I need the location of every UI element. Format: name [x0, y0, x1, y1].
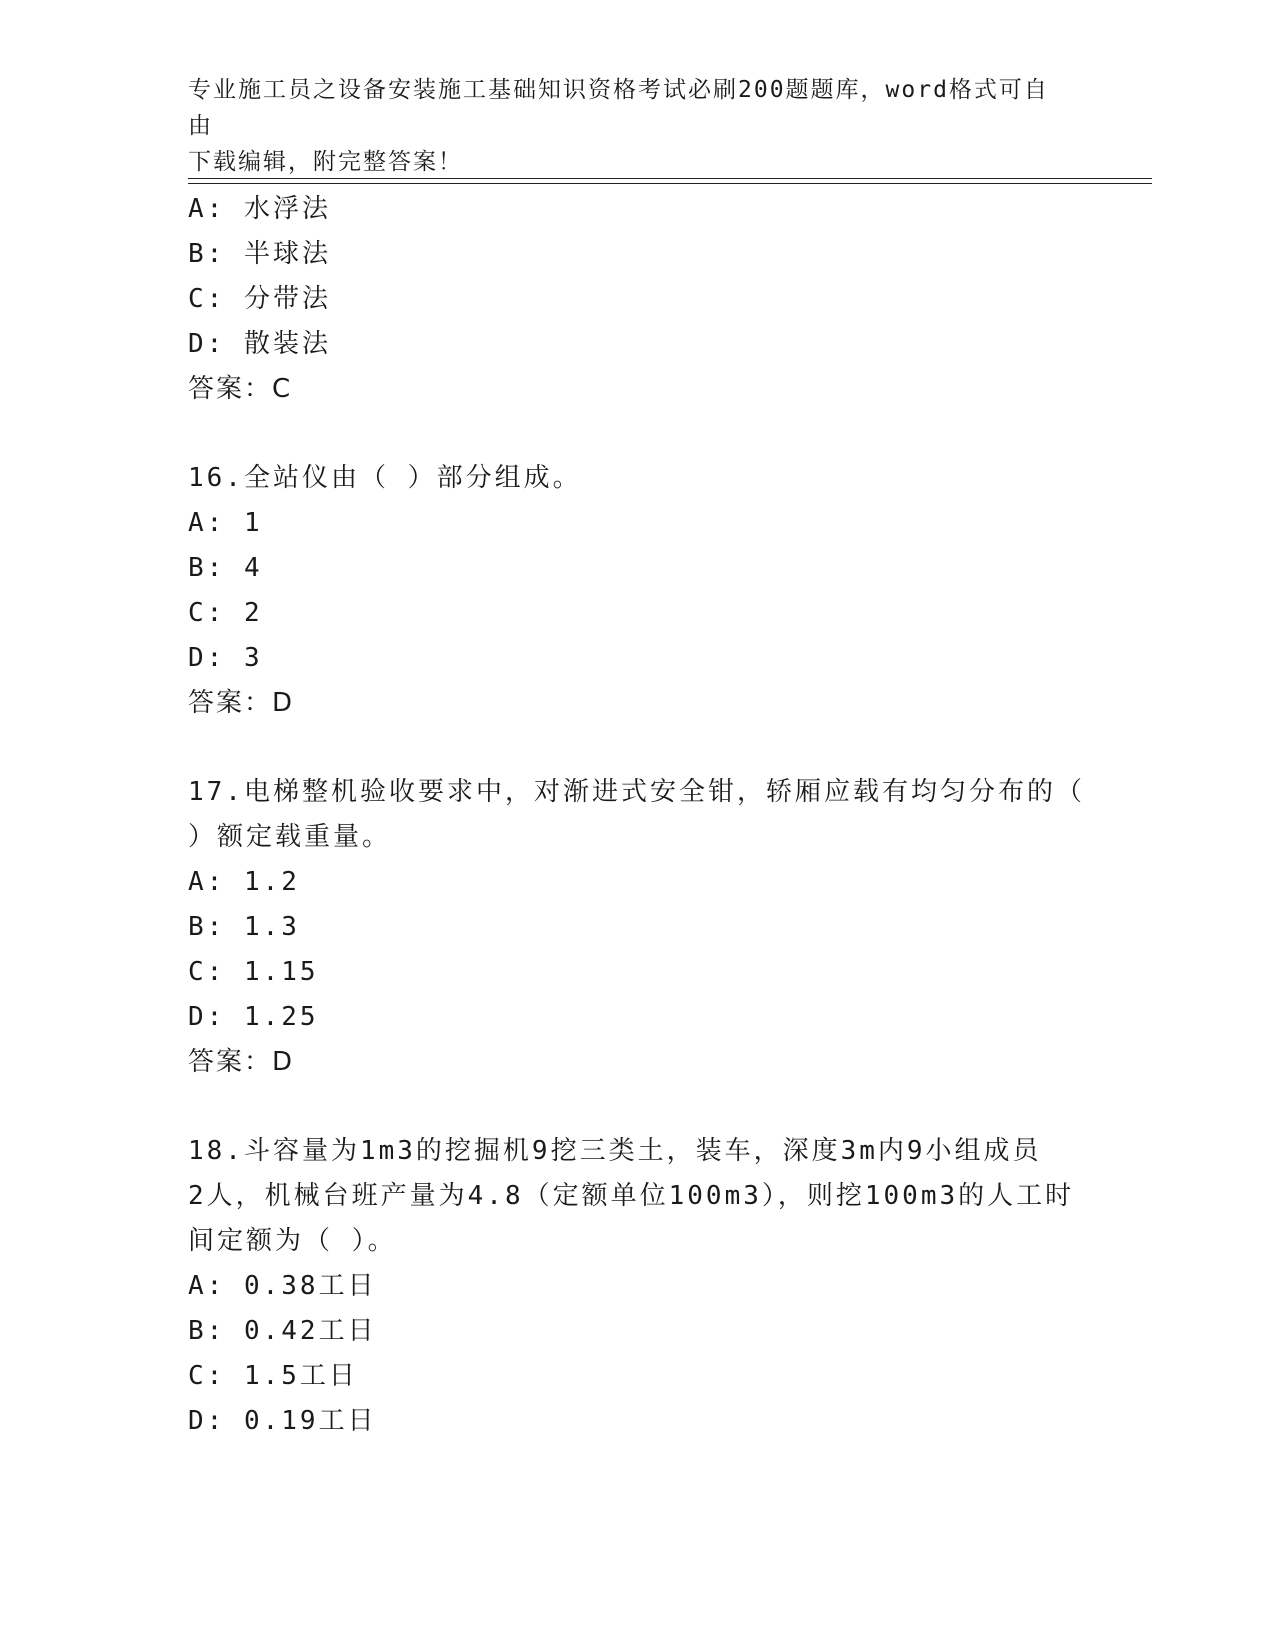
q16-option-d: D: 3 [188, 643, 263, 673]
q16-option-c: C: 2 [188, 598, 263, 628]
q15-option-a: A: 水浮法 [188, 194, 331, 224]
q17-stem-line-1: 17.电梯整机验收要求中，对渐进式安全钳，轿厢应载有均匀分布的（ [188, 777, 1085, 807]
q16-option-b: B: 4 [188, 553, 263, 583]
q18-option-c: C: 1.5工日 [188, 1361, 358, 1391]
q17-option-d: D: 1.25 [188, 1002, 319, 1032]
q16-answer: 答案：D [188, 688, 295, 718]
q18-option-d: D: 0.19工日 [188, 1406, 377, 1436]
header-line-1: 专业施工员之设备安装施工基础知识资格考试必刷200题题库，word格式可自由 [188, 77, 1049, 139]
q17-option-b: B: 1.3 [188, 912, 300, 942]
q17-option-a: A: 1.2 [188, 867, 300, 897]
q16-stem-line-1: 16.全站仪由（ ）部分组成。 [188, 463, 582, 493]
header-line-2: 下载编辑，附完整答案！ [188, 149, 463, 175]
header-divider-top [188, 178, 1152, 179]
q15-answer: 答案：C [188, 374, 293, 404]
q18-stem-line-1: 18.斗容量为1m3的挖掘机9挖三类土，装车，深度3m内9小组成员 [188, 1136, 1042, 1166]
q18-stem-line-3: 间定额为（ ）。 [188, 1226, 397, 1256]
q15-option-c: C: 分带法 [188, 284, 331, 314]
q17-option-c: C: 1.15 [188, 957, 319, 987]
document-header [188, 72, 1068, 180]
q18-stem-line-2: 2人，机械台班产量为4.8（定额单位100m3），则挖100m3的人工时 [188, 1181, 1075, 1211]
q17-answer: 答案：D [188, 1047, 295, 1077]
q16-option-a: A: 1 [188, 508, 263, 538]
q15-option-b: B: 半球法 [188, 239, 331, 269]
q15-option-d: D: 散装法 [188, 329, 331, 359]
header-divider-bottom [188, 183, 1152, 184]
q18-option-a: A: 0.38工日 [188, 1271, 377, 1301]
q17-stem-line-2: ）额定载重量。 [188, 822, 392, 852]
q18-option-b: B: 0.42工日 [188, 1316, 377, 1346]
